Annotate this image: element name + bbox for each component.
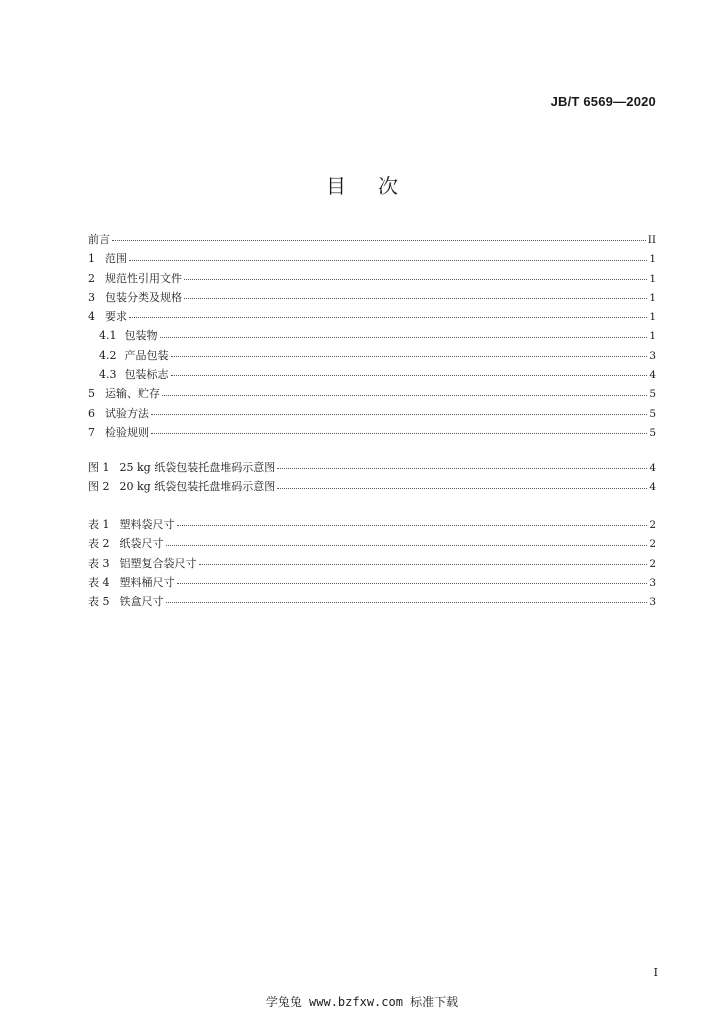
toc-dot-leader <box>112 240 646 241</box>
toc-entry-page: 1 <box>649 272 656 285</box>
toc-row-chapter[interactable] <box>88 288 656 307</box>
toc-entry-page: 5 <box>649 407 656 420</box>
toc-chapters <box>88 230 656 442</box>
toc-row-table[interactable] <box>88 515 656 534</box>
toc-entry-label: 试验方法 <box>105 406 149 420</box>
toc-entry-label: 20 kg 纸袋包装托盘堆码示意图 <box>119 480 276 494</box>
toc-entry-number: 表 5 <box>88 595 110 609</box>
toc-entry-page: 4 <box>649 481 656 494</box>
toc-dot-leader <box>277 488 647 489</box>
toc-row-chapter[interactable] <box>88 365 656 384</box>
toc-entry-label: 25 kg 纸袋包装托盘堆码示意图 <box>119 461 276 474</box>
toc-entry-page: 2 <box>649 538 656 551</box>
toc-entry-page: 5 <box>649 388 656 401</box>
toc-row-table[interactable] <box>88 534 656 553</box>
toc-entry-page: II <box>647 234 656 246</box>
toc-entry-label: 前言 <box>88 233 110 246</box>
toc-entry-number: 表 4 <box>88 575 110 589</box>
toc-entry-number: 图 1 <box>88 461 110 474</box>
toc-dot-leader <box>162 395 647 396</box>
toc-entry-number: 图 2 <box>88 480 110 494</box>
toc-row-chapter[interactable] <box>88 384 656 403</box>
toc-dot-leader <box>160 337 648 338</box>
toc-tables <box>88 515 656 611</box>
toc-entry-page: 5 <box>649 426 656 439</box>
toc-entry-page: 1 <box>649 311 656 324</box>
toc-entry-page: 3 <box>649 576 656 589</box>
toc-entry-number: 2 <box>88 271 95 285</box>
toc-row-chapter[interactable] <box>88 307 656 326</box>
toc-entry-number: 4.2 <box>99 348 117 362</box>
toc-entry-label: 包装标志 <box>124 368 169 382</box>
toc-entry-number: 4.1 <box>99 329 117 343</box>
toc-dot-leader <box>129 317 647 318</box>
toc-entry-label: 规范性引用文件 <box>105 271 182 285</box>
page-title: 目次 <box>326 174 430 198</box>
toc-entry-number: 表 3 <box>88 556 110 570</box>
toc-dot-leader <box>151 414 647 415</box>
toc-dot-leader <box>129 260 647 261</box>
toc-row-table[interactable] <box>88 573 656 592</box>
toc-row-chapter[interactable] <box>88 249 656 268</box>
page-number: I <box>653 966 658 979</box>
toc-entry-page: 1 <box>649 291 656 304</box>
toc-entry-label: 检验规则 <box>105 425 149 439</box>
toc-dot-leader <box>277 468 647 469</box>
toc-entry-number: 5 <box>88 387 95 401</box>
toc-entry-page: 1 <box>649 330 656 343</box>
toc-entry-number: 表 2 <box>88 537 110 551</box>
toc-entry-label: 塑料袋尺寸 <box>119 518 175 531</box>
toc-entry-number: 6 <box>88 406 95 420</box>
toc-row-chapter[interactable] <box>88 230 656 249</box>
toc-entry-number: 表 1 <box>88 518 110 531</box>
toc-entry-page: 4 <box>649 369 656 382</box>
toc-entry-label: 塑料桶尺寸 <box>119 575 175 589</box>
toc-entry-page: 2 <box>649 557 656 570</box>
toc-entry-label: 包装分类及规格 <box>105 290 182 304</box>
standard-code: JB/T 6569—2020 <box>550 94 656 109</box>
toc-dot-leader <box>177 525 648 526</box>
toc-dot-leader <box>177 583 648 584</box>
toc-row-chapter[interactable] <box>88 404 656 423</box>
toc-entry-page: 4 <box>649 462 656 474</box>
toc-entry-page: 2 <box>649 519 656 531</box>
toc-entry-page: 3 <box>649 349 656 362</box>
toc-dot-leader <box>166 602 648 603</box>
toc-row-chapter[interactable] <box>88 326 656 345</box>
footer-watermark: 学兔兔 www.bzfxw.com 标准下载 <box>265 995 459 1009</box>
toc-entry-label: 包装物 <box>124 329 158 343</box>
toc-entry-label: 铝塑复合袋尺寸 <box>119 556 197 570</box>
toc-dot-leader <box>184 279 647 280</box>
toc-row-figure[interactable] <box>88 458 656 477</box>
toc-entry-label: 纸袋尺寸 <box>119 537 164 551</box>
toc-row-table[interactable] <box>88 592 656 611</box>
toc-row-chapter[interactable] <box>88 346 656 365</box>
toc-dot-leader <box>151 433 647 434</box>
toc-dot-leader <box>171 356 648 357</box>
toc-entry-label: 运输、贮存 <box>105 387 160 401</box>
toc-row-chapter[interactable] <box>88 269 656 288</box>
toc-entry-label: 铁盒尺寸 <box>119 595 164 609</box>
toc-entry-label: 范围 <box>105 252 127 266</box>
toc-entry-number: 1 <box>88 252 95 266</box>
toc-dot-leader <box>199 564 648 565</box>
toc-entry-number: 4.3 <box>99 368 117 382</box>
toc-dot-leader <box>184 298 647 299</box>
toc-row-chapter[interactable] <box>88 423 656 442</box>
toc-row-figure[interactable] <box>88 477 656 496</box>
toc-entry-number: 7 <box>88 425 95 439</box>
toc-entry-page: 1 <box>649 253 656 266</box>
toc-figures <box>88 458 656 497</box>
toc-entry-label: 产品包装 <box>124 348 169 362</box>
toc-entry-number: 4 <box>88 310 95 324</box>
toc-entry-page: 3 <box>649 596 656 609</box>
toc-dot-leader <box>171 375 648 376</box>
toc-dot-leader <box>166 545 648 546</box>
toc-entry-number: 3 <box>88 290 95 304</box>
toc-row-table[interactable] <box>88 554 656 573</box>
toc-entry-label: 要求 <box>105 310 127 324</box>
